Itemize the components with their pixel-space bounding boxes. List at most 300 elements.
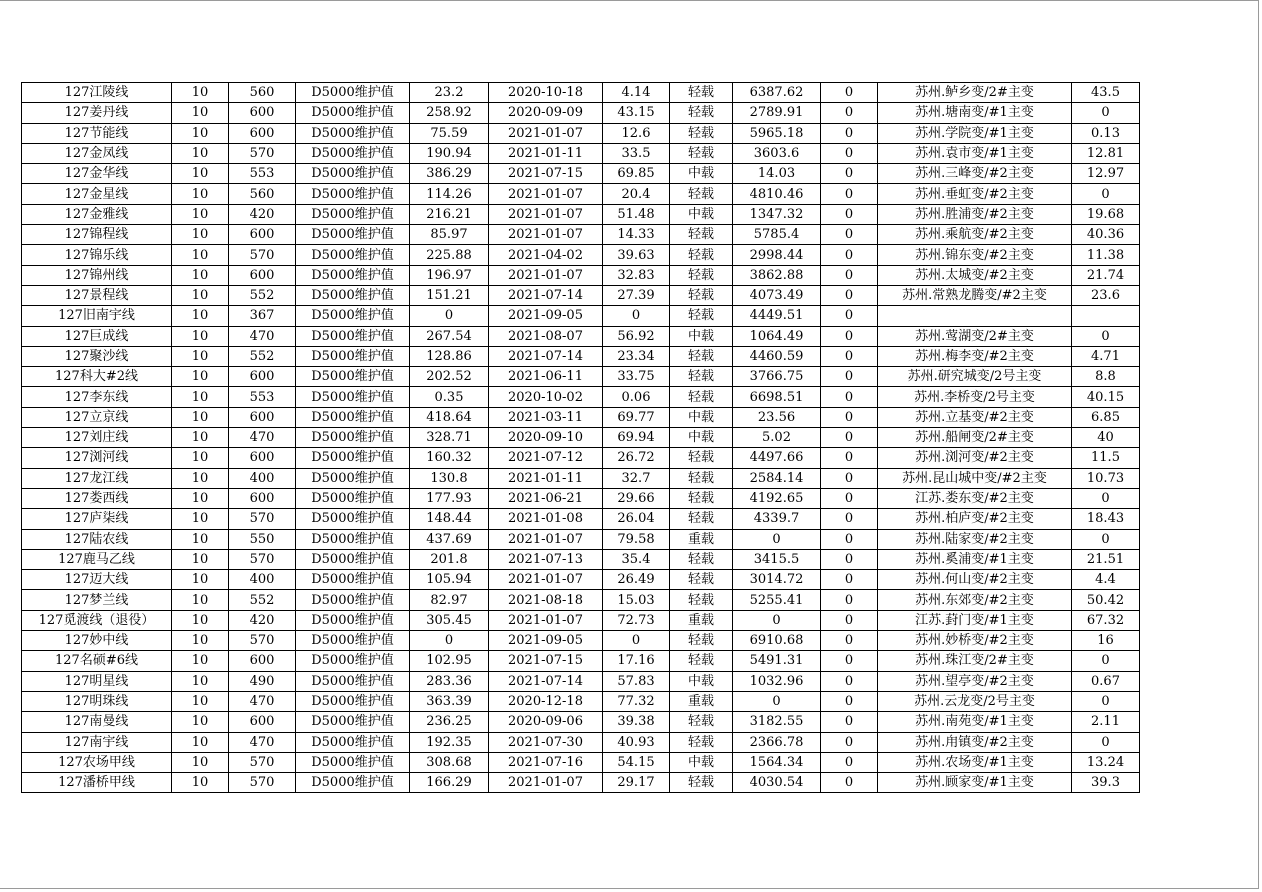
transformer-cell: 苏州.甪镇变/#2主变 xyxy=(878,732,1072,752)
zero-cell: 0 xyxy=(821,691,878,711)
load-status-cell: 轻载 xyxy=(670,143,733,163)
transformer-cell: 苏州.农场变/#1主变 xyxy=(878,752,1072,772)
table-row xyxy=(22,691,1140,711)
margin-cell: 5255.41 xyxy=(733,590,821,610)
source-cell: D5000维护值 xyxy=(296,610,410,630)
rated-current-cell: 600 xyxy=(229,225,296,245)
extra-value-cell: 39.3 xyxy=(1072,773,1140,793)
transformer-cell: 苏州.柏庐变/#2主变 xyxy=(878,509,1072,529)
load-rate-cell: 72.73 xyxy=(603,610,670,630)
source-cell: D5000维护值 xyxy=(296,488,410,508)
load-status-cell: 轻载 xyxy=(670,509,733,529)
transformer-cell: 苏州.胜浦变/#2主变 xyxy=(878,204,1072,224)
table-row xyxy=(22,529,1140,549)
source-cell: D5000维护值 xyxy=(296,306,410,326)
margin-cell: 3014.72 xyxy=(733,570,821,590)
line-name-cell: 127立京线 xyxy=(22,407,172,427)
load-status-cell: 中载 xyxy=(670,326,733,346)
line-name-cell: 127南宇线 xyxy=(22,732,172,752)
zero-cell: 0 xyxy=(821,204,878,224)
load-status-cell: 轻载 xyxy=(670,306,733,326)
date-cell: 2021-09-05 xyxy=(489,306,603,326)
transformer-cell: 苏州.锦东变/#2主变 xyxy=(878,245,1072,265)
date-cell: 2021-06-11 xyxy=(489,367,603,387)
rated-current-cell: 600 xyxy=(229,448,296,468)
voltage-cell: 10 xyxy=(172,570,229,590)
load-value-cell: 305.45 xyxy=(410,610,489,630)
zero-cell: 0 xyxy=(821,773,878,793)
voltage-cell: 10 xyxy=(172,103,229,123)
table-row xyxy=(22,83,1140,103)
transformer-cell: 江苏.葑门变/#1主变 xyxy=(878,610,1072,630)
date-cell: 2021-04-02 xyxy=(489,245,603,265)
voltage-cell: 10 xyxy=(172,712,229,732)
load-rate-cell: 57.83 xyxy=(603,671,670,691)
zero-cell: 0 xyxy=(821,448,878,468)
load-status-cell: 轻载 xyxy=(670,448,733,468)
rated-current-cell: 470 xyxy=(229,691,296,711)
source-cell: D5000维护值 xyxy=(296,570,410,590)
load-rate-cell: 39.38 xyxy=(603,712,670,732)
voltage-cell: 10 xyxy=(172,123,229,143)
margin-cell: 3603.6 xyxy=(733,143,821,163)
margin-cell: 4449.51 xyxy=(733,306,821,326)
table-row xyxy=(22,225,1140,245)
extra-value-cell: 18.43 xyxy=(1072,509,1140,529)
rated-current-cell: 600 xyxy=(229,265,296,285)
rated-current-cell: 570 xyxy=(229,752,296,772)
date-cell: 2021-01-07 xyxy=(489,204,603,224)
load-rate-cell: 29.17 xyxy=(603,773,670,793)
table-row xyxy=(22,732,1140,752)
table-row xyxy=(22,773,1140,793)
load-rate-cell: 20.4 xyxy=(603,184,670,204)
voltage-cell: 10 xyxy=(172,265,229,285)
load-status-cell: 轻载 xyxy=(670,732,733,752)
rated-current-cell: 420 xyxy=(229,610,296,630)
load-status-cell: 轻载 xyxy=(670,712,733,732)
extra-value-cell: 8.8 xyxy=(1072,367,1140,387)
margin-cell: 1564.34 xyxy=(733,752,821,772)
rated-current-cell: 550 xyxy=(229,529,296,549)
load-status-cell: 轻载 xyxy=(670,103,733,123)
line-name-cell: 127节能线 xyxy=(22,123,172,143)
load-status-cell: 轻载 xyxy=(670,346,733,366)
extra-value-cell: 50.42 xyxy=(1072,590,1140,610)
date-cell: 2021-09-05 xyxy=(489,631,603,651)
source-cell: D5000维护值 xyxy=(296,225,410,245)
load-rate-cell: 69.77 xyxy=(603,407,670,427)
transformer-cell: 苏州.三峰变/#2主变 xyxy=(878,164,1072,184)
margin-cell: 4339.7 xyxy=(733,509,821,529)
load-value-cell: 363.39 xyxy=(410,691,489,711)
line-name-cell: 127明珠线 xyxy=(22,691,172,711)
table-row xyxy=(22,306,1140,326)
transformer-cell xyxy=(878,306,1072,326)
voltage-cell: 10 xyxy=(172,691,229,711)
table-row xyxy=(22,387,1140,407)
voltage-cell: 10 xyxy=(172,204,229,224)
extra-value-cell: 0 xyxy=(1072,691,1140,711)
margin-cell: 1064.49 xyxy=(733,326,821,346)
table-row xyxy=(22,509,1140,529)
line-name-cell: 127聚沙线 xyxy=(22,346,172,366)
margin-cell: 5965.18 xyxy=(733,123,821,143)
source-cell: D5000维护值 xyxy=(296,428,410,448)
source-cell: D5000维护值 xyxy=(296,712,410,732)
load-rate-cell: 69.85 xyxy=(603,164,670,184)
load-value-cell: 216.21 xyxy=(410,204,489,224)
line-name-cell: 127名硕#6线 xyxy=(22,651,172,671)
date-cell: 2020-12-18 xyxy=(489,691,603,711)
voltage-cell: 10 xyxy=(172,306,229,326)
source-cell: D5000维护值 xyxy=(296,671,410,691)
date-cell: 2021-01-07 xyxy=(489,123,603,143)
zero-cell: 0 xyxy=(821,752,878,772)
extra-value-cell: 21.51 xyxy=(1072,549,1140,569)
load-value-cell: 236.25 xyxy=(410,712,489,732)
voltage-cell: 10 xyxy=(172,387,229,407)
rated-current-cell: 470 xyxy=(229,428,296,448)
zero-cell: 0 xyxy=(821,387,878,407)
margin-cell: 4497.66 xyxy=(733,448,821,468)
date-cell: 2021-01-08 xyxy=(489,509,603,529)
margin-cell: 4460.59 xyxy=(733,346,821,366)
extra-value-cell: 0 xyxy=(1072,488,1140,508)
load-rate-cell: 39.63 xyxy=(603,245,670,265)
date-cell: 2021-08-18 xyxy=(489,590,603,610)
load-status-cell: 轻载 xyxy=(670,488,733,508)
extra-value-cell: 4.71 xyxy=(1072,346,1140,366)
source-cell: D5000维护值 xyxy=(296,509,410,529)
transformer-cell: 江苏.娄东变/#2主变 xyxy=(878,488,1072,508)
date-cell: 2021-01-07 xyxy=(489,225,603,245)
load-rate-cell: 32.7 xyxy=(603,468,670,488)
rated-current-cell: 420 xyxy=(229,204,296,224)
load-value-cell: 308.68 xyxy=(410,752,489,772)
load-rate-cell: 26.72 xyxy=(603,448,670,468)
load-status-cell: 中载 xyxy=(670,428,733,448)
line-name-cell: 127陆农线 xyxy=(22,529,172,549)
line-name-cell: 127金雅线 xyxy=(22,204,172,224)
margin-cell: 3415.5 xyxy=(733,549,821,569)
rated-current-cell: 600 xyxy=(229,123,296,143)
table-row xyxy=(22,549,1140,569)
table-row xyxy=(22,367,1140,387)
rated-current-cell: 470 xyxy=(229,732,296,752)
load-rate-cell: 12.6 xyxy=(603,123,670,143)
margin-cell: 2789.91 xyxy=(733,103,821,123)
extra-value-cell: 67.32 xyxy=(1072,610,1140,630)
source-cell: D5000维护值 xyxy=(296,367,410,387)
margin-cell: 2584.14 xyxy=(733,468,821,488)
line-name-cell: 127江陵线 xyxy=(22,83,172,103)
load-status-cell: 轻载 xyxy=(670,570,733,590)
margin-cell: 4073.49 xyxy=(733,285,821,305)
load-rate-cell: 79.58 xyxy=(603,529,670,549)
table-row xyxy=(22,184,1140,204)
margin-cell: 5785.4 xyxy=(733,225,821,245)
table-row xyxy=(22,346,1140,366)
date-cell: 2021-01-07 xyxy=(489,610,603,630)
rated-current-cell: 600 xyxy=(229,407,296,427)
load-rate-cell: 40.93 xyxy=(603,732,670,752)
load-rate-cell: 26.49 xyxy=(603,570,670,590)
transformer-cell: 苏州.昆山城中变/#2主变 xyxy=(878,468,1072,488)
transformer-cell: 苏州.望亭变/#2主变 xyxy=(878,671,1072,691)
line-name-cell: 127梦兰线 xyxy=(22,590,172,610)
extra-value-cell: 0 xyxy=(1072,651,1140,671)
margin-cell: 1032.96 xyxy=(733,671,821,691)
voltage-cell: 10 xyxy=(172,225,229,245)
extra-value-cell: 0 xyxy=(1072,184,1140,204)
transformer-cell: 苏州.南苑变/#1主变 xyxy=(878,712,1072,732)
voltage-cell: 10 xyxy=(172,509,229,529)
zero-cell: 0 xyxy=(821,570,878,590)
date-cell: 2020-09-10 xyxy=(489,428,603,448)
rated-current-cell: 490 xyxy=(229,671,296,691)
date-cell: 2021-07-14 xyxy=(489,285,603,305)
voltage-cell: 10 xyxy=(172,590,229,610)
source-cell: D5000维护值 xyxy=(296,468,410,488)
line-name-cell: 127景程线 xyxy=(22,285,172,305)
load-value-cell: 0.35 xyxy=(410,387,489,407)
margin-cell: 3862.88 xyxy=(733,265,821,285)
load-value-cell: 437.69 xyxy=(410,529,489,549)
line-name-cell: 127明星线 xyxy=(22,671,172,691)
margin-cell: 14.03 xyxy=(733,164,821,184)
extra-value-cell: 13.24 xyxy=(1072,752,1140,772)
voltage-cell: 10 xyxy=(172,448,229,468)
load-status-cell: 轻载 xyxy=(670,651,733,671)
transformer-cell: 苏州.袁市变/#1主变 xyxy=(878,143,1072,163)
source-cell: D5000维护值 xyxy=(296,773,410,793)
extra-value-cell: 0 xyxy=(1072,103,1140,123)
table-row xyxy=(22,631,1140,651)
load-rate-cell: 54.15 xyxy=(603,752,670,772)
load-rate-cell: 0 xyxy=(603,306,670,326)
margin-cell: 0 xyxy=(733,691,821,711)
rated-current-cell: 570 xyxy=(229,509,296,529)
zero-cell: 0 xyxy=(821,103,878,123)
date-cell: 2020-09-06 xyxy=(489,712,603,732)
source-cell: D5000维护值 xyxy=(296,103,410,123)
table-row xyxy=(22,143,1140,163)
load-rate-cell: 4.14 xyxy=(603,83,670,103)
extra-value-cell: 19.68 xyxy=(1072,204,1140,224)
table-row xyxy=(22,103,1140,123)
date-cell: 2021-07-15 xyxy=(489,651,603,671)
load-status-cell: 中载 xyxy=(670,752,733,772)
zero-cell: 0 xyxy=(821,83,878,103)
source-cell: D5000维护值 xyxy=(296,265,410,285)
load-rate-cell: 27.39 xyxy=(603,285,670,305)
load-value-cell: 258.92 xyxy=(410,103,489,123)
zero-cell: 0 xyxy=(821,245,878,265)
rated-current-cell: 570 xyxy=(229,143,296,163)
source-cell: D5000维护值 xyxy=(296,407,410,427)
margin-cell: 23.56 xyxy=(733,407,821,427)
zero-cell: 0 xyxy=(821,651,878,671)
line-name-cell: 127鹿马乙线 xyxy=(22,549,172,569)
zero-cell: 0 xyxy=(821,367,878,387)
load-rate-cell: 26.04 xyxy=(603,509,670,529)
line-name-cell: 127迈大线 xyxy=(22,570,172,590)
load-value-cell: 85.97 xyxy=(410,225,489,245)
voltage-cell: 10 xyxy=(172,732,229,752)
line-name-cell: 127姜丹线 xyxy=(22,103,172,123)
rated-current-cell: 560 xyxy=(229,184,296,204)
margin-cell: 6910.68 xyxy=(733,631,821,651)
load-value-cell: 23.2 xyxy=(410,83,489,103)
table-row xyxy=(22,204,1140,224)
rated-current-cell: 570 xyxy=(229,245,296,265)
rated-current-cell: 600 xyxy=(229,488,296,508)
zero-cell: 0 xyxy=(821,346,878,366)
table-row xyxy=(22,164,1140,184)
line-name-cell: 127旧南宇线 xyxy=(22,306,172,326)
transformer-cell: 苏州.立基变/#2主变 xyxy=(878,407,1072,427)
load-value-cell: 114.26 xyxy=(410,184,489,204)
source-cell: D5000维护值 xyxy=(296,346,410,366)
zero-cell: 0 xyxy=(821,631,878,651)
voltage-cell: 10 xyxy=(172,184,229,204)
extra-value-cell: 12.81 xyxy=(1072,143,1140,163)
rated-current-cell: 552 xyxy=(229,346,296,366)
load-value-cell: 166.29 xyxy=(410,773,489,793)
date-cell: 2021-03-11 xyxy=(489,407,603,427)
source-cell: D5000维护值 xyxy=(296,631,410,651)
date-cell: 2020-10-02 xyxy=(489,387,603,407)
load-value-cell: 75.59 xyxy=(410,123,489,143)
load-value-cell: 386.29 xyxy=(410,164,489,184)
voltage-cell: 10 xyxy=(172,752,229,772)
voltage-cell: 10 xyxy=(172,529,229,549)
load-value-cell: 130.8 xyxy=(410,468,489,488)
date-cell: 2021-07-15 xyxy=(489,164,603,184)
load-status-cell: 轻载 xyxy=(670,367,733,387)
voltage-cell: 10 xyxy=(172,631,229,651)
zero-cell: 0 xyxy=(821,610,878,630)
transformer-cell: 苏州.梅李变/#2主变 xyxy=(878,346,1072,366)
load-value-cell: 82.97 xyxy=(410,590,489,610)
table-row xyxy=(22,245,1140,265)
transformer-cell: 苏州.常熟龙腾变/#2主变 xyxy=(878,285,1072,305)
extra-value-cell: 11.38 xyxy=(1072,245,1140,265)
source-cell: D5000维护值 xyxy=(296,651,410,671)
source-cell: D5000维护值 xyxy=(296,387,410,407)
source-cell: D5000维护值 xyxy=(296,83,410,103)
load-status-cell: 轻载 xyxy=(670,184,733,204)
table-row xyxy=(22,326,1140,346)
extra-value-cell: 10.73 xyxy=(1072,468,1140,488)
margin-cell: 5.02 xyxy=(733,428,821,448)
margin-cell: 4192.65 xyxy=(733,488,821,508)
date-cell: 2021-01-07 xyxy=(489,773,603,793)
transformer-cell: 苏州.研究城变/2号主变 xyxy=(878,367,1072,387)
rated-current-cell: 570 xyxy=(229,773,296,793)
load-value-cell: 225.88 xyxy=(410,245,489,265)
extra-value-cell: 11.5 xyxy=(1072,448,1140,468)
load-value-cell: 151.21 xyxy=(410,285,489,305)
date-cell: 2020-10-18 xyxy=(489,83,603,103)
transformer-cell: 苏州.乘航变/#2主变 xyxy=(878,225,1072,245)
transformer-cell: 苏州.顾家变/#1主变 xyxy=(878,773,1072,793)
transformer-cell: 苏州.垂虹变/#2主变 xyxy=(878,184,1072,204)
margin-cell: 1347.32 xyxy=(733,204,821,224)
transformer-cell: 苏州.学院变/#1主变 xyxy=(878,123,1072,143)
extra-value-cell xyxy=(1072,306,1140,326)
rated-current-cell: 553 xyxy=(229,387,296,407)
table-row xyxy=(22,123,1140,143)
date-cell: 2021-07-14 xyxy=(489,346,603,366)
transformer-cell: 苏州.何山变/#2主变 xyxy=(878,570,1072,590)
zero-cell: 0 xyxy=(821,549,878,569)
date-cell: 2021-01-11 xyxy=(489,468,603,488)
source-cell: D5000维护值 xyxy=(296,245,410,265)
extra-value-cell: 40.36 xyxy=(1072,225,1140,245)
transformer-cell: 苏州.太城变/#2主变 xyxy=(878,265,1072,285)
source-cell: D5000维护值 xyxy=(296,752,410,772)
voltage-cell: 10 xyxy=(172,651,229,671)
line-name-cell: 127锦州线 xyxy=(22,265,172,285)
table-row xyxy=(22,488,1140,508)
extra-value-cell: 43.5 xyxy=(1072,83,1140,103)
rated-current-cell: 552 xyxy=(229,590,296,610)
zero-cell: 0 xyxy=(821,184,878,204)
transformer-cell: 苏州.云龙变/2号主变 xyxy=(878,691,1072,711)
voltage-cell: 10 xyxy=(172,245,229,265)
zero-cell: 0 xyxy=(821,285,878,305)
zero-cell: 0 xyxy=(821,428,878,448)
zero-cell: 0 xyxy=(821,326,878,346)
load-value-cell: 102.95 xyxy=(410,651,489,671)
date-cell: 2021-01-07 xyxy=(489,265,603,285)
voltage-cell: 10 xyxy=(172,428,229,448)
line-name-cell: 127金凤线 xyxy=(22,143,172,163)
rated-current-cell: 600 xyxy=(229,651,296,671)
zero-cell: 0 xyxy=(821,671,878,691)
line-name-cell: 127科大#2线 xyxy=(22,367,172,387)
source-cell: D5000维护值 xyxy=(296,326,410,346)
load-value-cell: 0 xyxy=(410,631,489,651)
date-cell: 2021-07-16 xyxy=(489,752,603,772)
margin-cell: 6387.62 xyxy=(733,83,821,103)
date-cell: 2021-08-07 xyxy=(489,326,603,346)
table-row xyxy=(22,752,1140,772)
zero-cell: 0 xyxy=(821,306,878,326)
load-rate-cell: 32.83 xyxy=(603,265,670,285)
margin-cell: 4030.54 xyxy=(733,773,821,793)
voltage-cell: 10 xyxy=(172,407,229,427)
source-cell: D5000维护值 xyxy=(296,590,410,610)
load-status-cell: 重载 xyxy=(670,610,733,630)
date-cell: 2021-07-30 xyxy=(489,732,603,752)
date-cell: 2021-07-13 xyxy=(489,549,603,569)
table-row xyxy=(22,671,1140,691)
load-status-cell: 轻载 xyxy=(670,225,733,245)
voltage-cell: 10 xyxy=(172,549,229,569)
load-rate-cell: 43.15 xyxy=(603,103,670,123)
extra-value-cell: 0 xyxy=(1072,529,1140,549)
source-cell: D5000维护值 xyxy=(296,184,410,204)
load-status-cell: 中载 xyxy=(670,164,733,184)
zero-cell: 0 xyxy=(821,712,878,732)
load-value-cell: 328.71 xyxy=(410,428,489,448)
zero-cell: 0 xyxy=(821,509,878,529)
line-name-cell: 127浏河线 xyxy=(22,448,172,468)
load-rate-cell: 69.94 xyxy=(603,428,670,448)
